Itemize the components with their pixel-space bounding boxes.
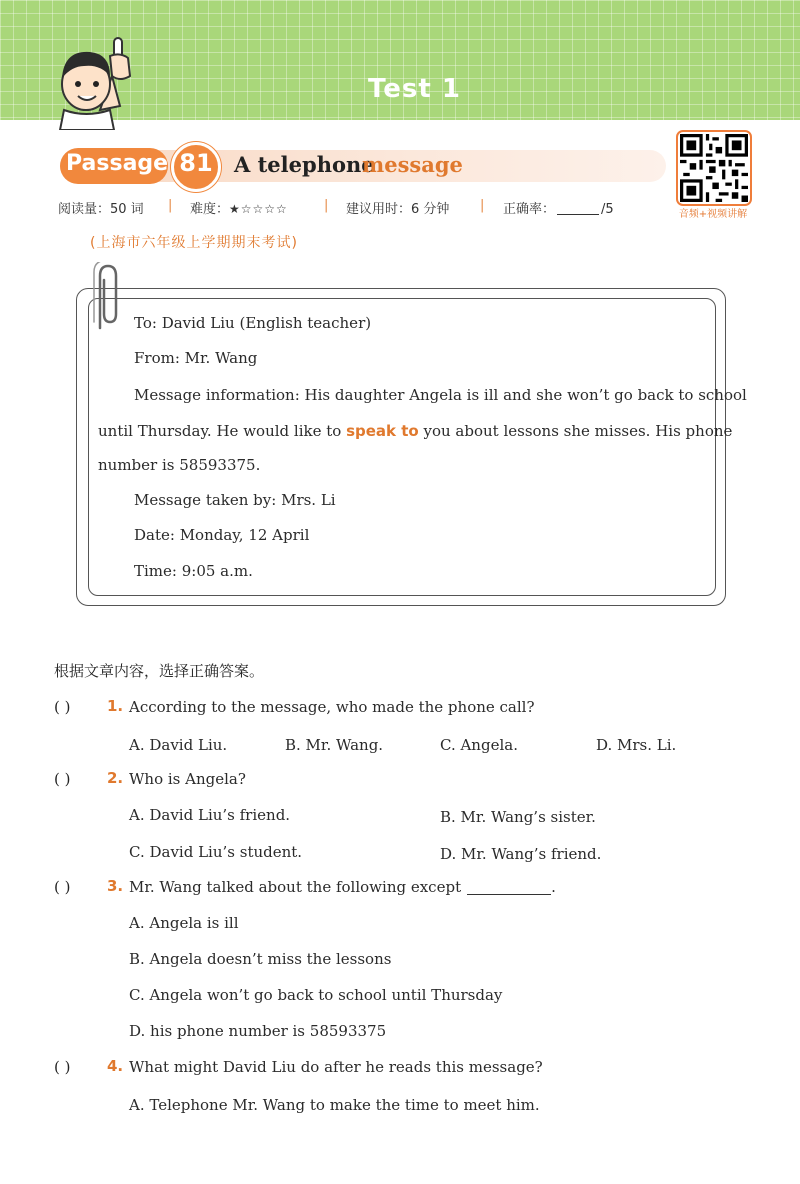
difficulty <box>190 198 288 217</box>
question-text <box>129 878 556 896</box>
suggested-time: 建议用时：6 分钟 <box>346 202 450 217</box>
answer-bracket[interactable]: ( ) <box>54 770 71 788</box>
accuracy <box>503 198 614 217</box>
accuracy-blank[interactable] <box>557 214 599 215</box>
question-number: 1. <box>107 697 124 715</box>
option-a[interactable]: A. Angela is ill <box>129 914 239 932</box>
option-a[interactable]: A. David Liu’s friend. <box>129 806 291 824</box>
message-date: Date: Monday, 12 April <box>134 526 310 544</box>
question-number: 3. <box>107 877 124 895</box>
option-c[interactable]: C. Angela. <box>440 736 518 754</box>
qr-caption: 音频+视频讲解 <box>678 209 748 220</box>
question-text-end: . <box>551 878 556 896</box>
option-b[interactable]: B. Mr. Wang’s sister. <box>440 808 596 826</box>
option-c[interactable]: C. Angela won’t go back to school until Thursday <box>129 986 503 1004</box>
option-a[interactable]: A. Telephone Mr. Wang to make the time to meet him. <box>129 1096 540 1114</box>
question-number: 2. <box>107 769 124 787</box>
message-info-text: until Thursday. He would like to <box>98 422 342 440</box>
question-number: 4. <box>107 1057 124 1075</box>
question-text: What might David Liu do after he reads this message? <box>129 1058 543 1076</box>
option-d[interactable]: D. his phone number is 58593375 <box>129 1022 387 1040</box>
word-count: 阅读量：50 词 <box>58 202 144 217</box>
instruction: 根据文章内容，选择正确答案。 <box>54 662 265 680</box>
fill-blank[interactable] <box>467 894 551 895</box>
question-text-body: Mr. Wang talked about the following except <box>129 878 462 896</box>
message-info-line-3: number is 58593375. <box>98 456 261 474</box>
difficulty-stars: ★☆☆☆☆ <box>229 202 288 216</box>
qr-code[interactable] <box>676 130 752 206</box>
exam-source: (上海市六年级上学期期末考试) <box>90 235 298 251</box>
answer-bracket[interactable]: ( ) <box>54 1058 71 1076</box>
message-box <box>88 298 716 596</box>
message-time: Time: 9:05 a.m. <box>134 562 253 580</box>
highlighted-phrase: speak to <box>346 422 419 440</box>
passage-label: Passage <box>66 151 169 176</box>
boy-mascot-icon <box>50 36 150 130</box>
message-taken-by: Message taken by: Mrs. Li <box>134 491 336 509</box>
info-separator: | <box>168 198 173 213</box>
paperclip-icon <box>86 262 122 332</box>
passage-title: A telephone <box>234 152 375 177</box>
question-text: Who is Angela? <box>129 770 246 788</box>
question-text: According to the message, who made the phone call? <box>129 698 535 716</box>
difficulty-label: 难度： <box>190 202 230 217</box>
test-title: Test 1 <box>368 74 461 104</box>
message-info-line-2 <box>98 422 732 440</box>
passage-number: 81 <box>179 149 213 177</box>
info-separator: | <box>480 198 485 213</box>
message-info-text: you about lessons she misses. His phone <box>423 422 733 440</box>
info-separator: | <box>324 198 329 213</box>
accuracy-total: /5 <box>601 202 614 217</box>
qr-code-icon <box>680 134 748 202</box>
passage-title-accent: message <box>362 152 463 177</box>
option-a[interactable]: A. David Liu. <box>129 736 228 754</box>
answer-bracket[interactable]: ( ) <box>54 878 71 896</box>
accuracy-label: 正确率： <box>503 202 556 217</box>
message-to: To: David Liu (English teacher) <box>134 314 372 332</box>
message-from: From: Mr. Wang <box>134 349 258 367</box>
option-d[interactable]: D. Mrs. Li. <box>596 736 677 754</box>
option-b[interactable]: B. Mr. Wang. <box>285 736 384 754</box>
message-info-line-1: Message information: His daughter Angela is ill and she won’t go back to school <box>134 386 747 404</box>
option-d[interactable]: D. Mr. Wang’s friend. <box>440 845 602 863</box>
answer-bracket[interactable]: ( ) <box>54 698 71 716</box>
option-b[interactable]: B. Angela doesn’t miss the lessons <box>129 950 392 968</box>
option-c[interactable]: C. David Liu’s student. <box>129 843 303 861</box>
